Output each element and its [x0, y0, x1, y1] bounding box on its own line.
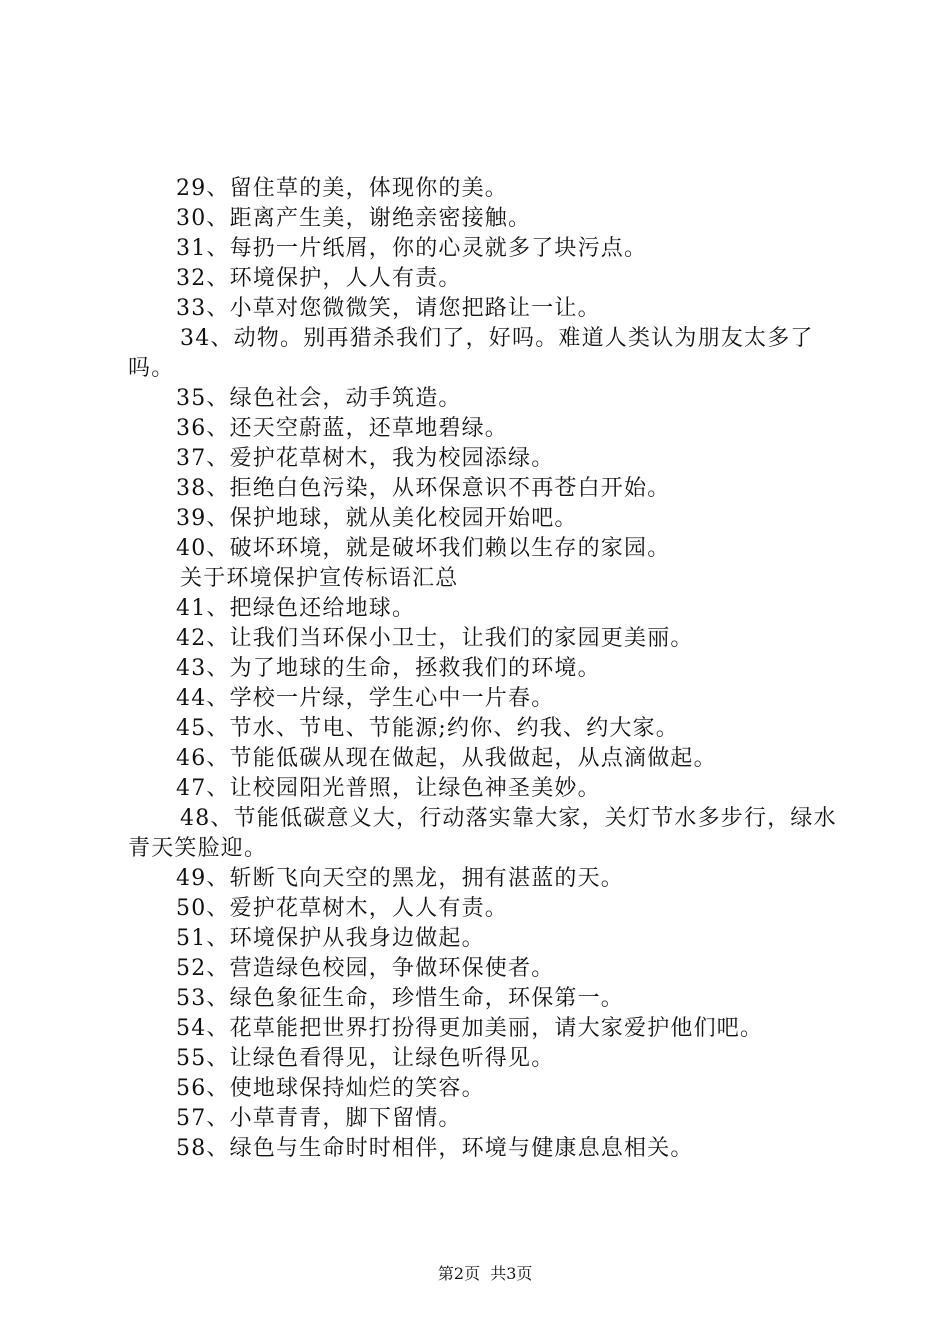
slogan-line: 41、把绿色还给地球。: [176, 596, 416, 621]
slogan-line: 45、节水、节电、节能源;约你、约我、约大家。: [176, 716, 680, 741]
slogan-line: 33、小草对您微微笑，请您把路让一让。: [176, 296, 601, 321]
slogan-line: 56、使地球保持灿烂的笑容。: [176, 1076, 485, 1101]
slogan-line: 37、爱护花草树木，我为校园添绿。: [176, 446, 555, 471]
slogan-line: 31、每扔一片纸屑，你的心灵就多了块污点。: [176, 236, 648, 261]
document-body: [128, 174, 850, 1164]
slogan-line: 32、环境保护，人人有责。: [176, 266, 462, 291]
slogan-line: 47、让校园阳光普照，让绿色神圣美妙。: [176, 776, 601, 801]
slogan-line: 49、斩断飞向天空的黑龙，拥有湛蓝的天。: [176, 866, 624, 891]
slogan-line: 36、还天空蔚蓝，还草地碧绿。: [176, 416, 508, 441]
slogan-line: 46、节能低碳从现在做起，从我做起，从点滴做起。: [176, 746, 717, 771]
slogan-line: 35、绿色社会，动手筑造。: [176, 386, 462, 411]
slogan-line: 39、保护地球，就从美化校园开始吧。: [176, 506, 578, 531]
slogan-line: 38、拒绝白色污染，从环保意识不再苍白开始。: [176, 476, 671, 501]
slogan-line: 50、爱护花草树木，人人有责。: [176, 896, 508, 921]
slogan-line: 55、让绿色看得见，让绿色听得见。: [176, 1046, 555, 1071]
slogan-line: 44、学校一片绿，学生心中一片春。: [176, 686, 555, 711]
section-heading: 关于环境保护宣传标语汇总: [180, 566, 459, 591]
page-indicator: 第2页 共3页: [437, 1264, 533, 1283]
slogan-line: 53、绿色象征生命，珍惜生命，环保第一。: [176, 986, 624, 1011]
slogan-line: 57、小草青青，脚下留情。: [176, 1106, 462, 1131]
slogan-line: 51、环境保护从我身边做起。: [176, 926, 485, 951]
slogan-line: 34、动物。别再猎杀我们了，好吗。难道人类认为朋友太多了吗。: [128, 326, 814, 381]
slogan-line: 52、营造绿色校园，争做环保使者。: [176, 956, 555, 981]
slogan-line: 30、距离产生美，谢绝亲密接触。: [176, 206, 532, 231]
page-footer: [0, 1244, 950, 1304]
slogan-line: 58、绿色与生命时时相伴，环境与健康息息相关。: [176, 1136, 694, 1161]
slogan-line: 40、破坏环境，就是破坏我们赖以生存的家园。: [176, 536, 671, 561]
slogan-line: 48、节能低碳意义大，行动落实靠大家，关灯节水多步行，绿水青天笑脸迎。: [128, 806, 837, 861]
slogan-line: 43、为了地球的生命，拯救我们的环境。: [176, 656, 601, 681]
slogan-line: 54、花草能把世界打扮得更加美丽，请大家爱护他们吧。: [176, 1016, 764, 1041]
slogan-line: 42、让我们当环保小卫士，让我们的家园更美丽。: [176, 626, 694, 651]
slogan-line: 29、留住草的美，体现你的美。: [176, 176, 508, 201]
